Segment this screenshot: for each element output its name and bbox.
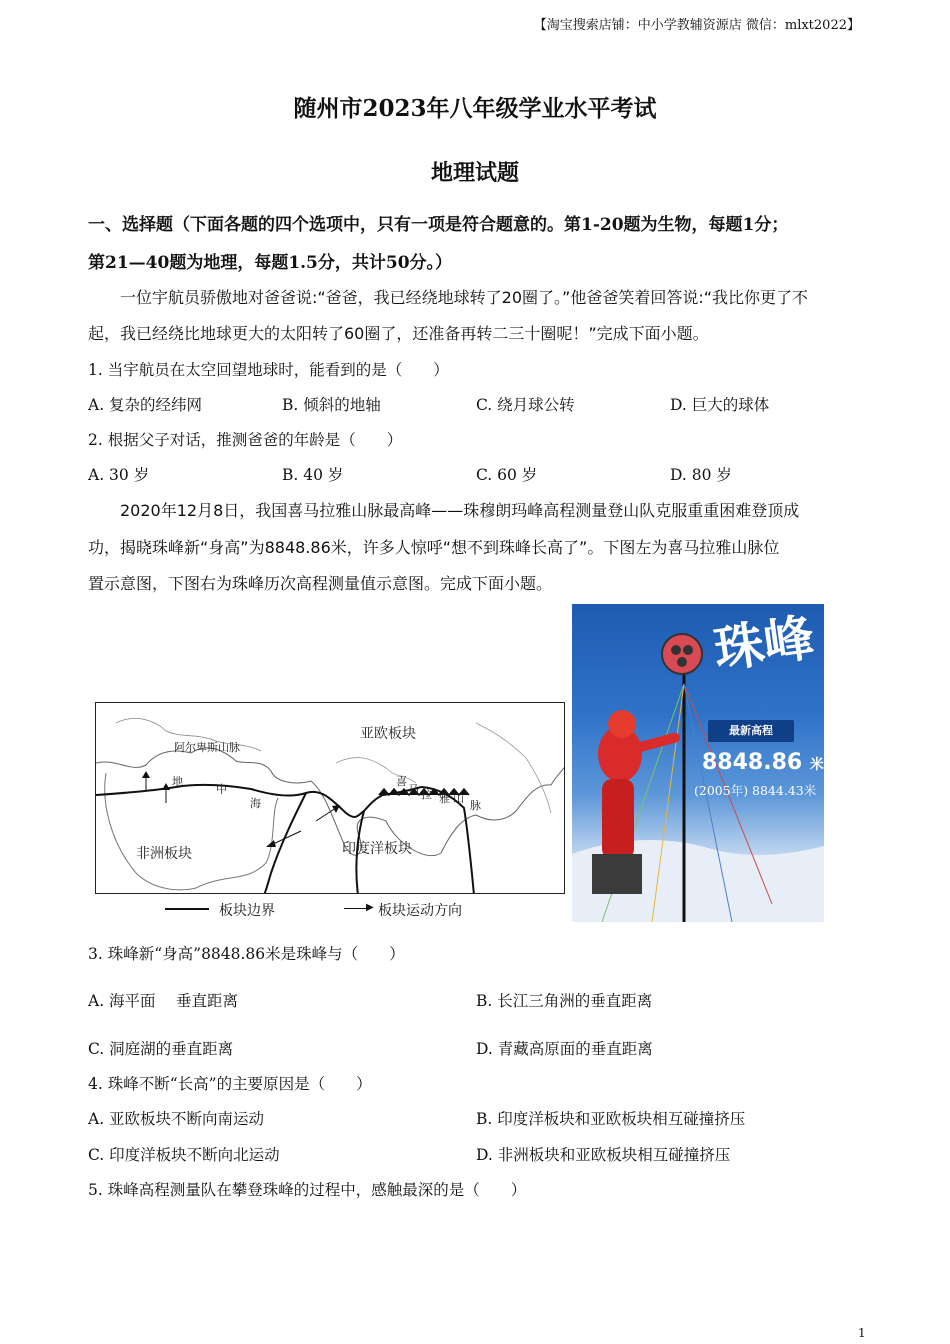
map-label-himalaya-5: 山 xyxy=(453,792,464,805)
question-2-option-d[interactable]: D. 80 岁 xyxy=(670,466,732,484)
poster-new-height-value: 8848.86 xyxy=(702,750,803,775)
question-3-option-b[interactable]: B. 长江三角洲的垂直距离 xyxy=(476,992,653,1010)
map-label-hai: 海 xyxy=(250,797,261,810)
question-2-option-a[interactable]: A. 30 岁 xyxy=(88,466,150,484)
section-heading-line1: 一、选择题（下面各题的四个选项中，只有一项是符合题意的。第1-20题为生物，每题1分； xyxy=(88,215,789,235)
map-label-african-plate: 非洲板块 xyxy=(136,846,192,862)
himalaya-location-map xyxy=(95,702,565,894)
question-2-option-b[interactable]: B. 40 岁 xyxy=(282,466,344,484)
poster-old-height: (2005年) 8844.43米 xyxy=(694,783,817,798)
exam-title: 随州市2023年八年级学业水平考试 xyxy=(293,95,657,122)
passage1-line1: 一位宇航员骄傲地对爸爸说:“爸爸，我已经绕地球转了20圈了。”他爸爸笑着回答说:“我比你更了不 xyxy=(120,288,809,307)
map-drawing xyxy=(96,703,565,894)
map-label-himalaya-2: 马 xyxy=(408,783,419,796)
question-1-option-b[interactable]: B. 倾斜的地轴 xyxy=(282,396,381,414)
map-label-zhong: 中 xyxy=(216,783,227,796)
passage1-line2: 起，我已经绕比地球更大的太阳转了60圈了，还准备再转二三十圈呢！”完成下面小题。 xyxy=(88,324,709,343)
map-label-eurasian-plate: 亚欧板块 xyxy=(360,726,416,742)
passage2-line3: 置示意图，下图右为珠峰历次高程测量值示意图。完成下面小题。 xyxy=(88,574,553,593)
question-2-option-c[interactable]: C. 60 岁 xyxy=(476,466,538,484)
section-heading-line2: 第21—40题为地理，每题1.5分，共计50分。） xyxy=(88,253,453,273)
question-5-stem: 5. 珠峰高程测量队在攀登珠峰的过程中，感触最深的是（ ） xyxy=(88,1181,527,1199)
question-4-option-a[interactable]: A. 亚欧板块不断向南运动 xyxy=(88,1110,265,1128)
question-4-option-d[interactable]: D. 非洲板块和亚欧板块相互碰撞挤压 xyxy=(476,1146,731,1164)
map-label-himalaya-1: 喜 xyxy=(396,775,407,788)
map-label-himalaya-6: 脉 xyxy=(470,799,481,812)
question-3-option-c[interactable]: C. 洞庭湖的垂直距离 xyxy=(88,1040,234,1058)
question-1-option-a[interactable]: A. 复杂的经纬网 xyxy=(88,396,203,414)
everest-height-poster xyxy=(572,604,824,922)
map-label-indian-plate: 印度洋板块 xyxy=(342,841,412,857)
map-label-di: 地 xyxy=(172,775,183,788)
question-1-option-c[interactable]: C. 绕月球公转 xyxy=(476,396,575,414)
page-number: 1 xyxy=(858,1326,866,1340)
question-1-option-d[interactable]: D. 巨大的球体 xyxy=(670,396,770,414)
question-2-stem: 2. 根据父子对话，推测爸爸的年龄是（ ） xyxy=(88,431,403,449)
question-3-option-a[interactable]: A. 海平面 垂直距离 xyxy=(88,992,238,1010)
legend-arrow-line xyxy=(344,908,368,909)
question-4-stem: 4. 珠峰不断“长高”的主要原因是（ ） xyxy=(88,1075,372,1093)
exam-subtitle: 地理试题 xyxy=(430,160,519,186)
map-label-himalaya-4: 雅 xyxy=(439,792,450,805)
poster-new-height-unit: 米 xyxy=(809,757,824,773)
question-3-option-d[interactable]: D. 青藏高原面的垂直距离 xyxy=(476,1040,653,1058)
question-3-stem: 3. 珠峰新“身高”8848.86米是珠峰与（ ） xyxy=(88,945,405,963)
map-label-himalaya-3: 拉 xyxy=(421,788,432,801)
legend-direction-label: 板块运动方向 xyxy=(378,903,462,919)
question-4-option-b[interactable]: B. 印度洋板块和亚欧板块相互碰撞挤压 xyxy=(476,1110,746,1128)
question-1-stem: 1. 当宇航员在太空回望地球时，能看到的是（ ） xyxy=(88,361,449,379)
poster-badge: 最新高程 xyxy=(708,720,794,742)
header-note: 【淘宝搜索店铺：中小学教辅资源店 微信：mlxt2022】 xyxy=(533,18,860,33)
passage2-line2: 功，揭晓珠峰新“身高”为8848.86米，许多人惊呼“想不到珠峰长高了”。下图左为喜马拉雅山脉位 xyxy=(88,538,780,557)
poster-new-height xyxy=(702,750,824,775)
legend-boundary-label: 板块边界 xyxy=(219,903,275,919)
map-label-alps: 阿尔卑斯山脉 xyxy=(174,741,240,754)
legend-arrow-head: ▶ xyxy=(366,902,374,913)
poster-title: 珠峰 xyxy=(710,607,818,680)
legend-boundary-line xyxy=(165,908,209,910)
question-4-option-c[interactable]: C. 印度洋板块不断向北运动 xyxy=(88,1146,280,1164)
passage2-line1: 2020年12月8日，我国喜马拉雅山脉最高峰——珠穆朗玛峰高程测量登山队克服重重困难登顶成 xyxy=(120,501,800,520)
